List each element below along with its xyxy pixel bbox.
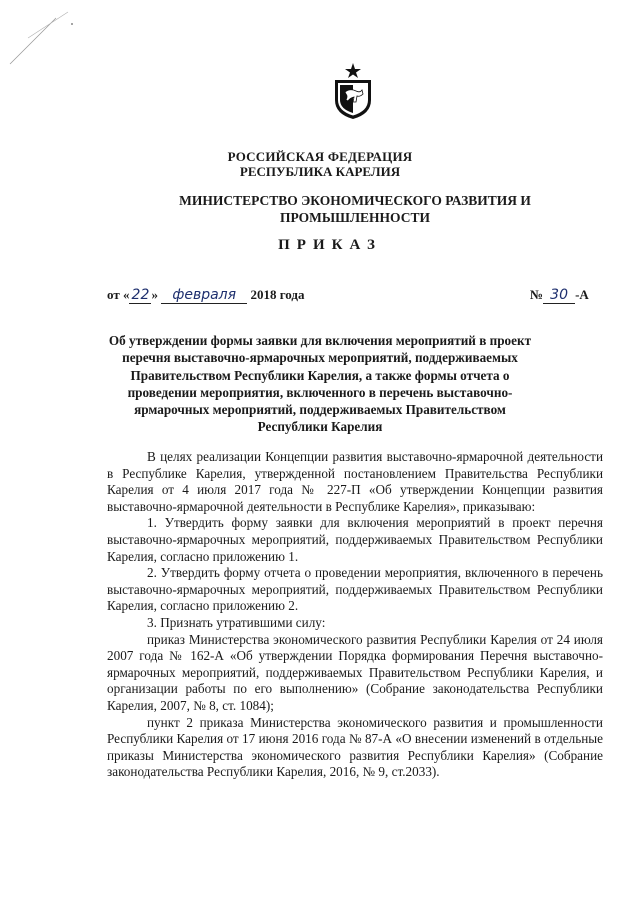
handwritten-number: 30 bbox=[543, 287, 575, 304]
document-type: ПРИКАЗ bbox=[278, 237, 382, 253]
country-name: РОССИЙСКАЯ ФЕДЕРАЦИЯ bbox=[227, 149, 413, 164]
date-line bbox=[107, 287, 305, 304]
intro-paragraph: В целях реализации Концепции развития выставочно-ярмарочной деятельности в Республике Карелия, утвержденной постановлением Правительства Республики Карелия от 4 июля 2017 года № 227-П «Об утверждении Концепции развития выставочно-ярмарочной деятельности в Республике Карелия», приказываю: bbox=[107, 449, 603, 514]
republic-name: РЕСПУБЛИКА КАРЕЛИЯ bbox=[239, 164, 401, 179]
item-3a: приказ Министерства экономического развития Республики Карелия от 24 июля 2007 года № 162-А «Об утверждении Порядка формирования Перечня выставочно-ярмарочных мероприятий, поддерживаемых Правительством Республики Карелия, и организации работы по его выполнению» (Собрание законодательства Республики Карелия, 2007, № 8, ст. 1084); bbox=[107, 631, 603, 713]
ministry-name: МИНИСТЕРСТВО ЭКОНОМИЧЕСКОГО РАЗВИТИЯ И ПРОМЫШЛЕННОСТИ bbox=[179, 193, 531, 225]
order-number-line bbox=[530, 287, 589, 304]
order-subject: Об утверждении формы заявки для включения мероприятий в проект перечня выставочно-ярмарочных мероприятий, поддерживаемых Правительством Республики Карелия, а также формы отчета о проведении мероприятия, включенного в перечень выставочно-ярмарочных мероприятий, поддерживаемых Правительством Республики Карелия bbox=[108, 333, 532, 435]
date-prefix: от « bbox=[107, 287, 130, 302]
item-1: 1. Утвердить форму заявки для включения мероприятий в проект перечня выставочно-ярмарочных мероприятий, поддерживаемых Правительством Республики Карелия, согласно приложению 1. bbox=[107, 515, 603, 564]
date-year: 2018 года bbox=[250, 287, 305, 302]
pencil-mark-icon bbox=[8, 8, 78, 68]
item-2: 2. Утвердить форму отчета о проведении мероприятия, включенного в перечень выставочно-ярмарочных мероприятий, поддерживаемых Правительством Республики Карелия, согласно приложению 2. bbox=[107, 565, 603, 614]
number-suffix: -А bbox=[575, 287, 589, 302]
handwritten-day: 22 bbox=[129, 287, 151, 304]
handwritten-month: февраля bbox=[161, 287, 247, 304]
republic-of-karelia-coat-of-arms-icon bbox=[332, 62, 374, 120]
item-3b: пункт 2 приказа Министерства экономического развития и промышленности Республики Карелия от 17 июня 2016 года № 87-А «О внесении изменений в отдельные приказы Министерства экономического развития Республики Карелия» (Собрание законодательства Республики Карелия, 2016, № 9, ст.2033). bbox=[107, 714, 603, 780]
number-prefix: № bbox=[530, 287, 544, 302]
date-mid: » bbox=[151, 287, 158, 302]
item-3: 3. Признать утратившими силу: bbox=[147, 614, 326, 630]
order-body bbox=[107, 449, 603, 781]
